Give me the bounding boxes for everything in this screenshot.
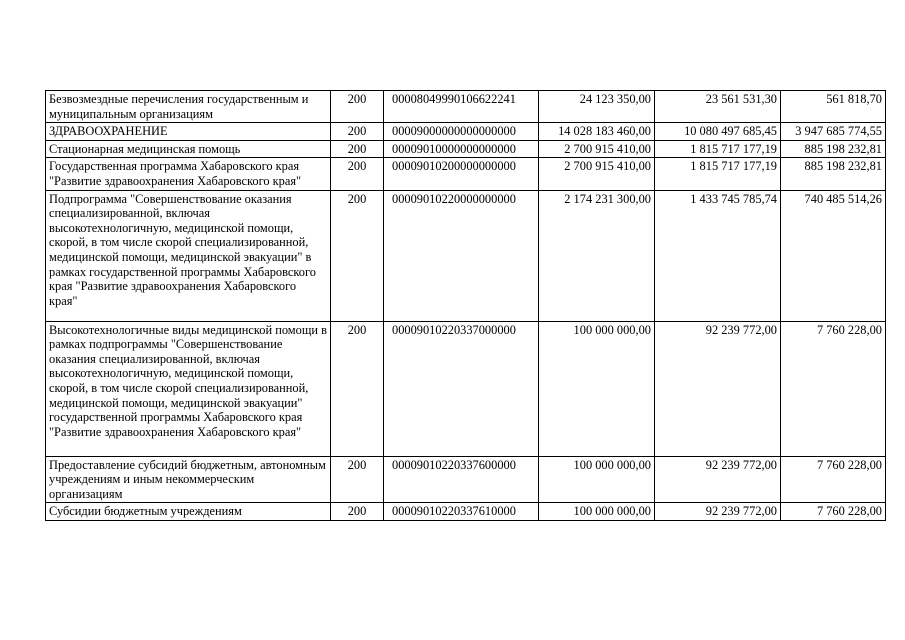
- row-executed: 1 815 717 177,19: [655, 140, 781, 158]
- row-code: 200: [331, 123, 384, 141]
- row-classification-code: 00009010200000000000: [384, 158, 539, 190]
- row-remainder: 885 198 232,81: [781, 140, 886, 158]
- row-code: 200: [331, 503, 384, 521]
- row-code: 200: [331, 456, 384, 503]
- row-classification-code: 00009010000000000000: [384, 140, 539, 158]
- row-classification-code: 00008049990106622241: [384, 91, 539, 123]
- row-remainder: 7 760 228,00: [781, 503, 886, 521]
- row-planned: 2 174 231 300,00: [539, 190, 655, 321]
- row-remainder: 885 198 232,81: [781, 158, 886, 190]
- row-name: Подпрограмма "Совершенствование оказания специализированной, включая высокотехнологичную, медицинской помощи, скорой, в том числе скорой специализированной, медицинской помощи, медицинской эвакуации" в рамках государственной программы Хабаровского края "Развитие здравоохранения Хабаровского края": [46, 190, 331, 321]
- row-name: Субсидии бюджетным учреждениям: [46, 503, 331, 521]
- table-row: [46, 91, 886, 123]
- row-name: Государственная программа Хабаровского края "Развитие здравоохранения Хабаровского края": [46, 158, 331, 190]
- row-name: Безвозмездные перечисления государственным и муниципальным организациям: [46, 91, 331, 123]
- row-name: ЗДРАВООХРАНЕНИЕ: [46, 123, 331, 141]
- row-classification-code: 00009010220337600000: [384, 456, 539, 503]
- row-planned: 2 700 915 410,00: [539, 140, 655, 158]
- row-code: 200: [331, 140, 384, 158]
- row-planned: 2 700 915 410,00: [539, 158, 655, 190]
- row-remainder: 3 947 685 774,55: [781, 123, 886, 141]
- row-classification-code: 00009010220000000000: [384, 190, 539, 321]
- row-remainder: 7 760 228,00: [781, 456, 886, 503]
- row-code: 200: [331, 190, 384, 321]
- row-classification-code: 00009000000000000000: [384, 123, 539, 141]
- row-classification-code: 00009010220337610000: [384, 503, 539, 521]
- row-name: Стационарная медицинская помощь: [46, 140, 331, 158]
- row-name: Предоставление субсидий бюджетным, автономным учреждениям и иным некоммерческим организациям: [46, 456, 331, 503]
- budget-report-page: [45, 90, 885, 521]
- table-row: [46, 158, 886, 190]
- table-row: [46, 503, 886, 521]
- table-row: [46, 140, 886, 158]
- row-code: 200: [331, 91, 384, 123]
- row-planned: 14 028 183 460,00: [539, 123, 655, 141]
- row-remainder: 7 760 228,00: [781, 321, 886, 456]
- row-executed: 1 815 717 177,19: [655, 158, 781, 190]
- row-remainder: 740 485 514,26: [781, 190, 886, 321]
- row-executed: 23 561 531,30: [655, 91, 781, 123]
- row-executed: 92 239 772,00: [655, 503, 781, 521]
- row-code: 200: [331, 158, 384, 190]
- table-row: [46, 321, 886, 456]
- row-planned: 100 000 000,00: [539, 456, 655, 503]
- row-executed: 92 239 772,00: [655, 321, 781, 456]
- row-remainder: 561 818,70: [781, 91, 886, 123]
- budget-execution-table: [45, 90, 886, 521]
- row-executed: 10 080 497 685,45: [655, 123, 781, 141]
- row-planned: 100 000 000,00: [539, 503, 655, 521]
- row-planned: 100 000 000,00: [539, 321, 655, 456]
- row-classification-code: 00009010220337000000: [384, 321, 539, 456]
- row-executed: 92 239 772,00: [655, 456, 781, 503]
- row-code: 200: [331, 321, 384, 456]
- row-executed: 1 433 745 785,74: [655, 190, 781, 321]
- table-row: [46, 456, 886, 503]
- table-row: [46, 190, 886, 321]
- row-name: Высокотехнологичные виды медицинской помощи в рамках подпрограммы "Совершенствование оказания специализированной, включая высокотехнологичную, медицинской помощи, скорой, в том числе скорой специализированной, медицинской помощи, медицинской эвакуации" государственной программы Хабаровского края "Развитие здравоохранения Хабаровского края": [46, 321, 331, 456]
- row-planned: 24 123 350,00: [539, 91, 655, 123]
- table-row: [46, 123, 886, 141]
